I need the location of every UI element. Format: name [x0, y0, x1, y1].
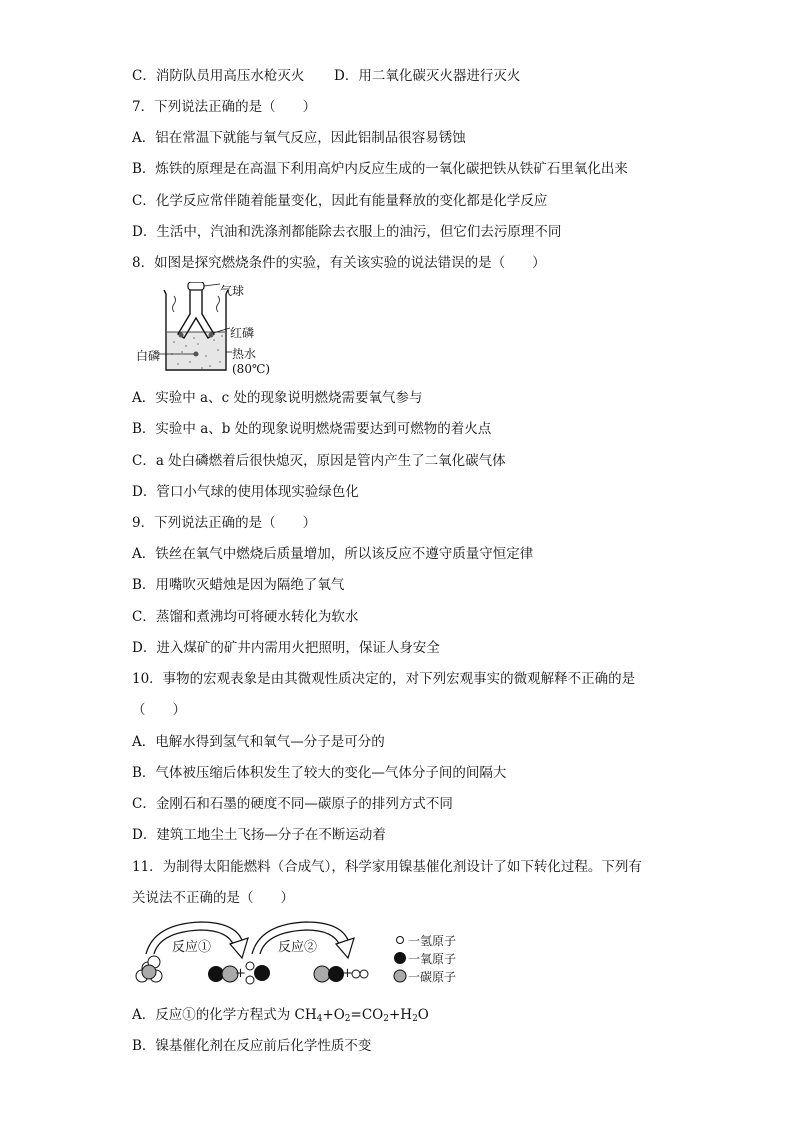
q10-stem-line2: （ ） — [132, 702, 186, 718]
q7-option-c: C．化学反应常伴随着能量变化，因此有能量释放的变化都是化学反应 — [132, 193, 548, 209]
q8-option-d: D．管口小气球的使用体现实验绿色化 — [132, 484, 359, 500]
q7-option-a: A．铝在常温下就能与氧气反应，因此铝制品很容易锈蚀 — [132, 130, 466, 146]
q10-stem-line1: 10．事物的宏观表象是由其微观性质决定的，对下列宏观事实的微观解释不正确的是 — [132, 671, 636, 687]
legend-carbon: 一碳原子 — [408, 970, 457, 984]
q9-option-d: D．进入煤矿的矿井内需用火把照明，保证人身安全 — [132, 640, 440, 656]
q10-option-d: D．建筑工地尘土飞扬—分子在不断运动着 — [132, 827, 386, 843]
red-phosphorus-label: 红磷 — [230, 326, 255, 340]
reaction-process-figure — [130, 918, 470, 990]
q7-stem: 7．下列说法正确的是（ ） — [132, 99, 317, 115]
q10-option-c: C．金刚石和石墨的硬度不同—碳原子的排列方式不同 — [132, 796, 453, 812]
reaction1-label: 反应① — [172, 940, 212, 955]
combustion-experiment-figure — [134, 282, 294, 376]
q6-option-d: D．用二氧化碳灭火器进行灭火 — [334, 68, 521, 84]
q11-option-a: A．反应①的化学方程式为 $CH_4+O_2=CO_2+H_2O$ — [132, 1007, 429, 1024]
q8-option-b: B．实验中 a、b 处的现象说明燃烧需要达到可燃物的着火点 — [132, 421, 492, 437]
q10-option-a: A．电解水得到氢气和氧气—分子是可分的 — [132, 734, 385, 750]
q6-option-c: C．消防队员用高压水枪灭火 — [132, 68, 305, 84]
q8-option-a: A．实验中 a、c 处的现象说明燃烧需要氧气参与 — [132, 390, 423, 406]
q8-stem: 8．如图是探究燃烧条件的实验，有关该实验的说法错误的是（ ） — [132, 255, 546, 271]
q8-option-c: C．a 处白磷燃着后很快熄灭，原因是管内产生了二氧化碳气体 — [132, 453, 506, 469]
q9-stem: 9．下列说法正确的是（ ） — [132, 515, 317, 531]
legend-oxygen: 一氧原子 — [408, 952, 457, 966]
q11-stem-line2: 关说法不正确的是（ ） — [132, 890, 294, 906]
legend-hydrogen: 一氢原子 — [408, 934, 457, 948]
q9-option-c: C．蒸馏和煮沸均可将硬水转化为软水 — [132, 609, 359, 625]
q9-option-b: B．用嘴吹灭蜡烛是因为隔绝了氧气 — [132, 577, 345, 593]
q11-option-b: B．镍基催化剂在反应前后化学性质不变 — [132, 1038, 372, 1054]
balloon-label: 气球 — [220, 284, 245, 298]
hot-water-label: 热水(80℃) — [232, 347, 271, 376]
q10-option-b: B．气体被压缩后体积发生了较大的变化—气体分子间的间隔大 — [132, 765, 507, 781]
plus-sign-1: + — [235, 966, 246, 981]
q9-option-a: A．铁丝在氧气中燃烧后质量增加，所以该反应不遵守质量守恒定律 — [132, 546, 534, 562]
q7-option-b: B．炼铁的原理是在高温下利用高炉内反应生成的一氧化碳把铁从铁矿石里氧化出来 — [132, 161, 628, 177]
reaction2-label: 反应② — [278, 940, 318, 955]
plus-sign-2: + — [342, 966, 353, 981]
q11-stem-line1: 11．为制得太阳能燃料（合成气），科学家用镍基催化剂设计了如下转化过程。下列有 — [132, 859, 642, 875]
white-phosphorus-label: 白磷 — [136, 349, 161, 363]
q7-option-d: D．生活中，汽油和洗涤剂都能除去衣服上的油污，但它们去污原理不同 — [132, 224, 562, 240]
